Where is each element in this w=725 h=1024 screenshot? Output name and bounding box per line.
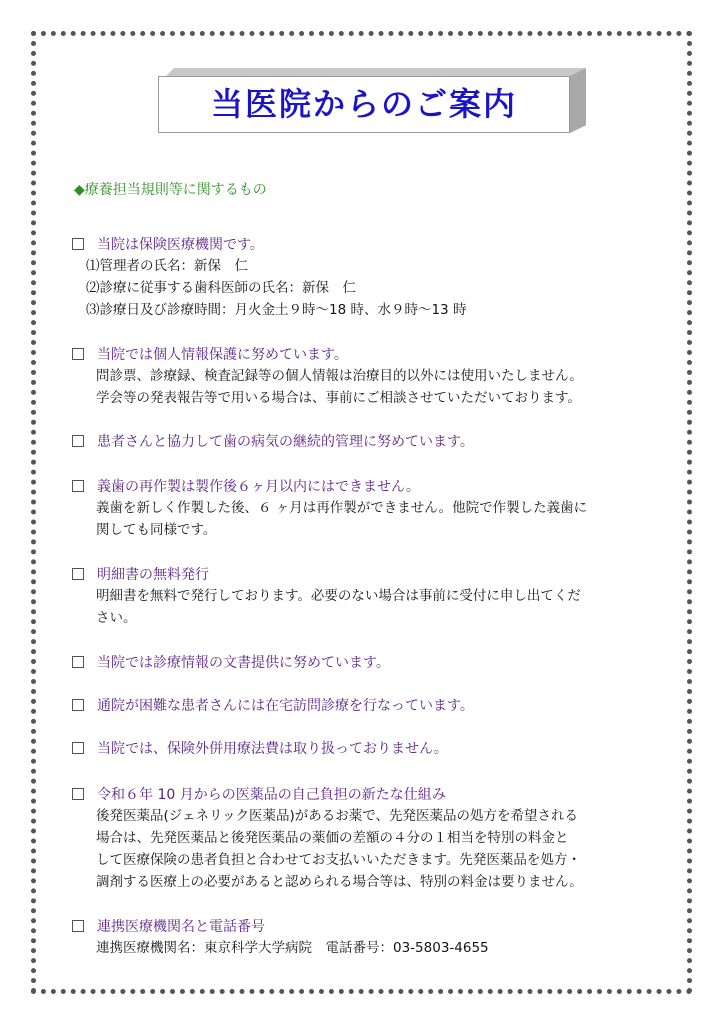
checkbox-icon <box>72 699 84 711</box>
notice-item-insurance <box>72 235 672 321</box>
notice-item-care-management <box>72 432 672 452</box>
notice-item-denture <box>72 477 672 541</box>
notice-item-partner-hospital <box>72 917 672 959</box>
notice-heading: 通院が困難な患者さんには在宅訪問診療を行なっています。 <box>97 698 474 714</box>
page-title: 当医院からのご案内 <box>210 85 517 123</box>
notice-heading: 当院は保険医療機関です。 <box>97 237 264 253</box>
notice-item-drug-cost <box>72 785 672 893</box>
notice-heading: 患者さんと協力して歯の病気の継続的管理に努めています。 <box>97 434 474 450</box>
notice-heading: 義歯の再作製は製作後６ヶ月以内にはできません。 <box>97 479 420 495</box>
checkbox-icon <box>72 480 84 492</box>
title-box <box>158 76 570 133</box>
notice-heading: 当院では診療情報の文書提供に努めています。 <box>97 655 390 671</box>
section-heading: ◆療養担当規則等に関するもの <box>74 182 267 198</box>
notice-body: 後発医薬品(ジェネリック医薬品)があるお薬で、先発医薬品の処方を希望される 場合は、先発医薬品と後発医薬品の薬価の差額の４分の１相当を特別の料金と して医療保険の患者負担と合わせてお支払いいただきます。先発医薬品を処方・ 調剤する医療上の必要があると認められる場合等は、特別の料金は要りません。 <box>96 808 583 890</box>
checkbox-icon <box>72 656 84 668</box>
notice-heading: 令和６年 10 月からの医薬品の自己負担の新たな仕組み <box>97 787 446 803</box>
checkbox-icon <box>72 348 84 360</box>
notice-item-home-visit <box>72 696 672 716</box>
notice-body: 連携医療機関名：東京科学大学病院 電話番号：03-5803-4655 <box>96 940 489 956</box>
notice-heading: 明細書の無料発行 <box>97 567 209 583</box>
checkbox-icon <box>72 920 84 932</box>
title-box-top-bevel <box>166 68 586 76</box>
notice-heading: 当院では個人情報保護に努めています。 <box>97 347 348 363</box>
notice-line: ⑶診療日及び診療時間：月火金土９時〜18 時、水９時〜13 時 <box>86 302 467 318</box>
checkbox-icon <box>72 568 84 580</box>
notice-line: ⑵診療に従事する歯科医師の氏名：新保 仁 <box>86 280 356 296</box>
notice-item-privacy <box>72 345 672 409</box>
checkbox-icon <box>72 742 84 754</box>
checkbox-icon <box>72 788 84 800</box>
notice-body: 問診票、診療録、検査記録等の個人情報は治療目的以外には使用いたしません。 学会等の発表報告等で用いる場合は、事前にご相談させていただいております。 <box>96 368 583 406</box>
notice-item-medical-info <box>72 653 672 673</box>
notice-line: ⑴管理者の氏名：新保 仁 <box>86 258 248 274</box>
title-box-side-bevel <box>570 68 586 133</box>
notice-heading: 当院では、保険外併用療法費は取り扱っておりません。 <box>97 741 448 757</box>
checkbox-icon <box>72 435 84 447</box>
checkbox-icon <box>72 238 84 250</box>
notice-item-receipt <box>72 565 672 629</box>
notice-heading: 連携医療機関名と電話番号 <box>97 919 265 935</box>
notice-body: 義歯を新しく作製した後、６ ヶ月は再作製ができません。他院で作製した義歯に 関しても同様です。 <box>96 500 588 538</box>
notice-item-insurance-exclusion <box>72 739 672 759</box>
notice-body: 明細書を無料で発行しております。必要のない場合は事前に受付に申し出てくだ さい。 <box>96 588 581 626</box>
